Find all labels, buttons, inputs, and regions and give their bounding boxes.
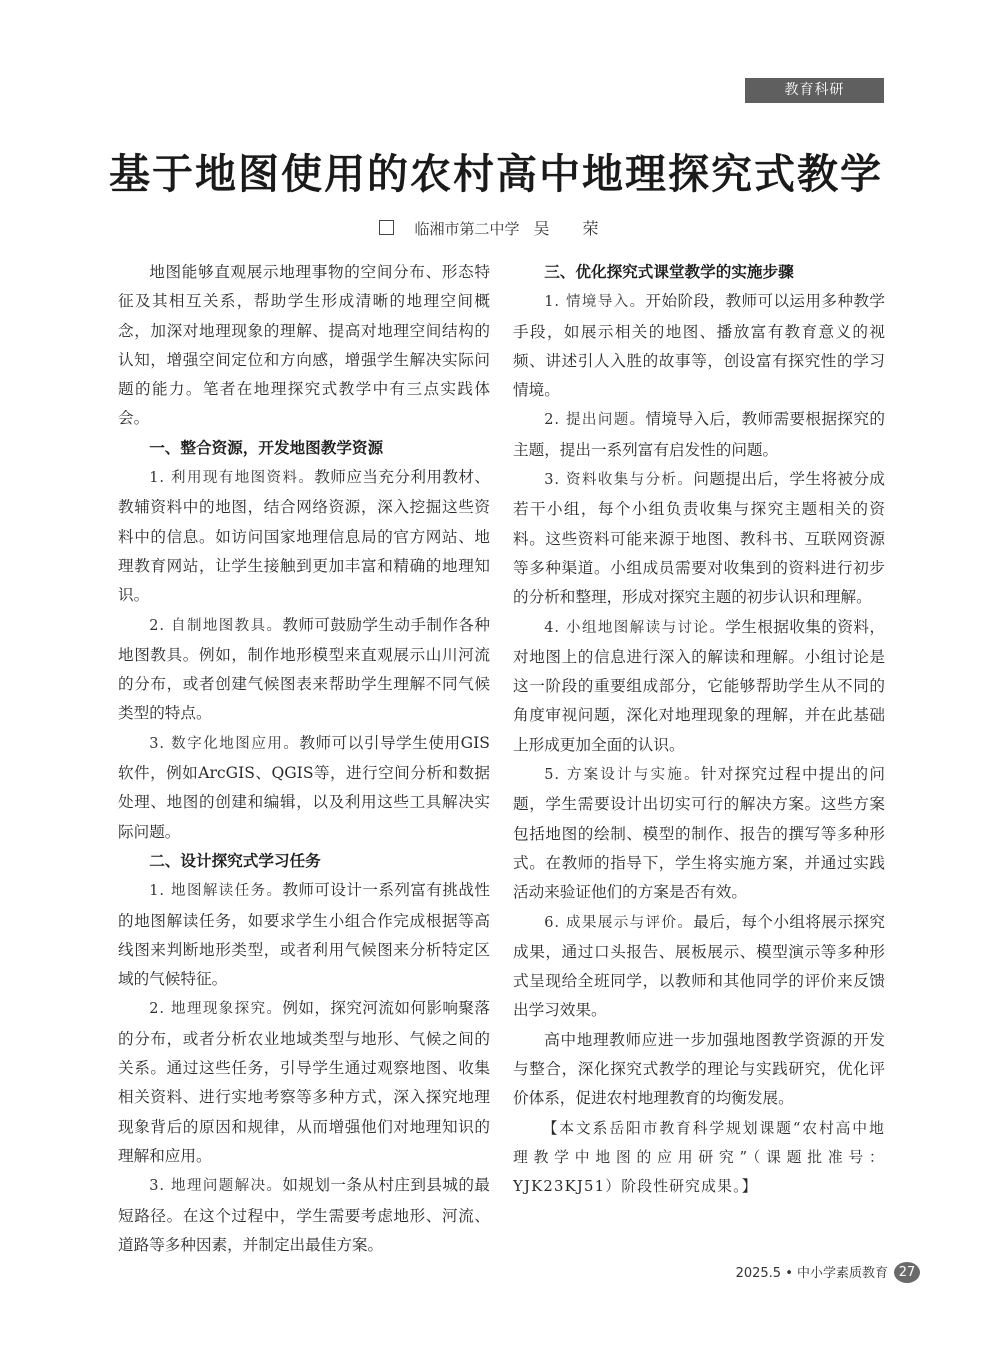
item-lead: 1. 利用现有地图资料。 [149, 470, 315, 487]
item-lead: 2. 提出问题。 [544, 412, 646, 429]
item-lead: 4. 小组地图解读与讨论。 [544, 619, 726, 636]
funding-note: 【本文系岳阳市教育科学规划课题“农村高中地理教学中地图的应用研究”（课题批准号：YJK23KJ51）阶段性研究成果。】 [513, 1119, 885, 1196]
page-number: 27 [894, 1262, 920, 1283]
issue-info: 2025.5 • 中小学素质教育 [735, 1266, 888, 1281]
item-lead: 5. 方案设计与实施。 [544, 767, 701, 784]
paragraph [118, 876, 490, 994]
item-text: 教师可以引导学生使用GIS软件，例如ArcGIS、QGIS等，进行空间分析和数据处理、地图的创建和编辑，以及利用这些工具解决实际问题。 [118, 733, 490, 841]
paragraph [513, 613, 885, 760]
paragraph [118, 1171, 490, 1260]
byline-affiliation: 临湘市第二中学 [414, 220, 520, 238]
byline-marker-icon [379, 220, 394, 235]
page-footer [720, 1262, 920, 1286]
section-badge: 教育科研 [745, 78, 884, 103]
section-heading: 三、优化探究式课堂教学的实施步骤 [544, 263, 794, 281]
item-text: 如规划一条从村庄到县城的最短路径。在这个过程中，学生需要考虑地形、河流、道路等多种因素，并制定出最佳方案。 [118, 1176, 490, 1254]
right-column [513, 258, 885, 1202]
article-title: 基于地图使用的农村高中地理探究式教学 [109, 150, 883, 198]
item-lead: 3. 数字化地图应用。 [149, 735, 300, 752]
item-text: 例如，探究河流如何影响聚落的分布，或者分析农业地域类型与地形、气候之间的关系。通过这些任务，引导学生通过观察地图、收集相关资料、进行实地考察等多种方式，深入探究地理现象背后的原因和规律，从而增强他们对地理知识的理解和应用。 [118, 999, 490, 1165]
paragraph [513, 760, 885, 907]
left-column [118, 258, 490, 1260]
item-text: 开始阶段，教师可以运用多种教学手段，如展示相关的地图、播放富有教育意义的视频、讲述引人入胜的故事等，创设富有探究性的学习情境。 [513, 292, 885, 400]
item-text: 教师可设计一系列富有挑战性的地图解读任务，如要求学生小组合作完成根据等高线图来判断地形类型，或者利用气候图来分析特定区域的气候特征。 [118, 881, 490, 989]
byline [0, 216, 992, 242]
item-text: 问题提出后，学生将被分成若干小组，每个小组负责收集与探究主题相关的资料。这些资料可能来源于地图、教科书、互联网资源等多种渠道。小组成员需要对收集到的资料进行初步的分析和整理，形成对探究主题的初步认识和理解。 [513, 470, 885, 607]
item-text: 教师应当充分利用教材、教辅资料中的地图，结合网络资源，深入挖掘这些资料中的信息。如访问国家地理信息局的官方网站、地理教育网站，让学生接触到更加丰富和精确的地理知识。 [118, 468, 490, 605]
item-lead: 3. 地理问题解决。 [149, 1178, 283, 1195]
paragraph [118, 994, 490, 1171]
paragraph [513, 405, 885, 465]
section-heading: 二、设计探究式学习任务 [149, 851, 321, 870]
item-text: 最后，每个小组将展示探究成果，通过口头报告、展板展示、模型演示等多种形式呈现给全班同学，以教师和其他同学的评价来反馈出学习效果。 [513, 912, 885, 1020]
paragraph [513, 908, 885, 1026]
paragraph [118, 611, 490, 729]
item-text: 教师可鼓励学生动手制作各种地图教具。例如，制作地形模型来直观展示山川河流的分布，或者创建气候图表来帮助学生理解不同气候类型的特点。 [118, 615, 490, 723]
paragraph [118, 729, 490, 847]
paragraph [513, 465, 885, 612]
section-heading: 一、整合资源，开发地图教学资源 [149, 438, 384, 457]
paragraph [118, 463, 490, 610]
item-lead: 3. 资料收集与分析。 [544, 472, 694, 489]
intro-paragraph: 地图能够直观展示地理事物的空间分布、形态特征及其相互关系，帮助学生形成清晰的地理空间概念，加深对地理现象的理解、提高对地理空间结构的认知，增强空间定位和方向感，增强学生解决实际问题的能力。笔者在地理探究式教学中有三点实践体会。 [118, 263, 490, 428]
item-lead: 1. 情境导入。 [544, 294, 646, 311]
item-lead: 2. 自制地图教具。 [149, 617, 283, 634]
item-text: 情境导入后，教师需要根据探究的主题，提出一系列富有启发性的问题。 [513, 410, 885, 459]
byline-author: 吴 荣 [533, 219, 613, 238]
item-text: 学生根据收集的资料，对地图上的信息进行深入的解读和理解。小组讨论是这一阶段的重要组成部分，它能够帮助学生从不同的角度审视问题，深化对地理现象的理解，并在此基础上形成更加全面的认识。 [513, 617, 885, 754]
paragraph [513, 287, 885, 405]
conclusion-paragraph: 高中地理教师应进一步加强地图教学资源的开发与整合，深化探究式教学的理论与实践研究，优化评价体系，促进农村地理教育的均衡发展。 [513, 1030, 885, 1108]
item-lead: 6. 成果展示与评价。 [544, 914, 694, 931]
item-text: 针对探究过程中提出的问题，学生需要设计出切实可行的解决方案。这些方案包括地图的绘制、模型的制作、报告的撰写等多种形式。在教师的指导下，学生将实施方案，并通过实践活动来验证他们的方案是否有效。 [513, 765, 885, 902]
item-lead: 2. 地理现象探究。 [149, 1001, 283, 1018]
item-lead: 1. 地图解读任务。 [149, 883, 283, 900]
